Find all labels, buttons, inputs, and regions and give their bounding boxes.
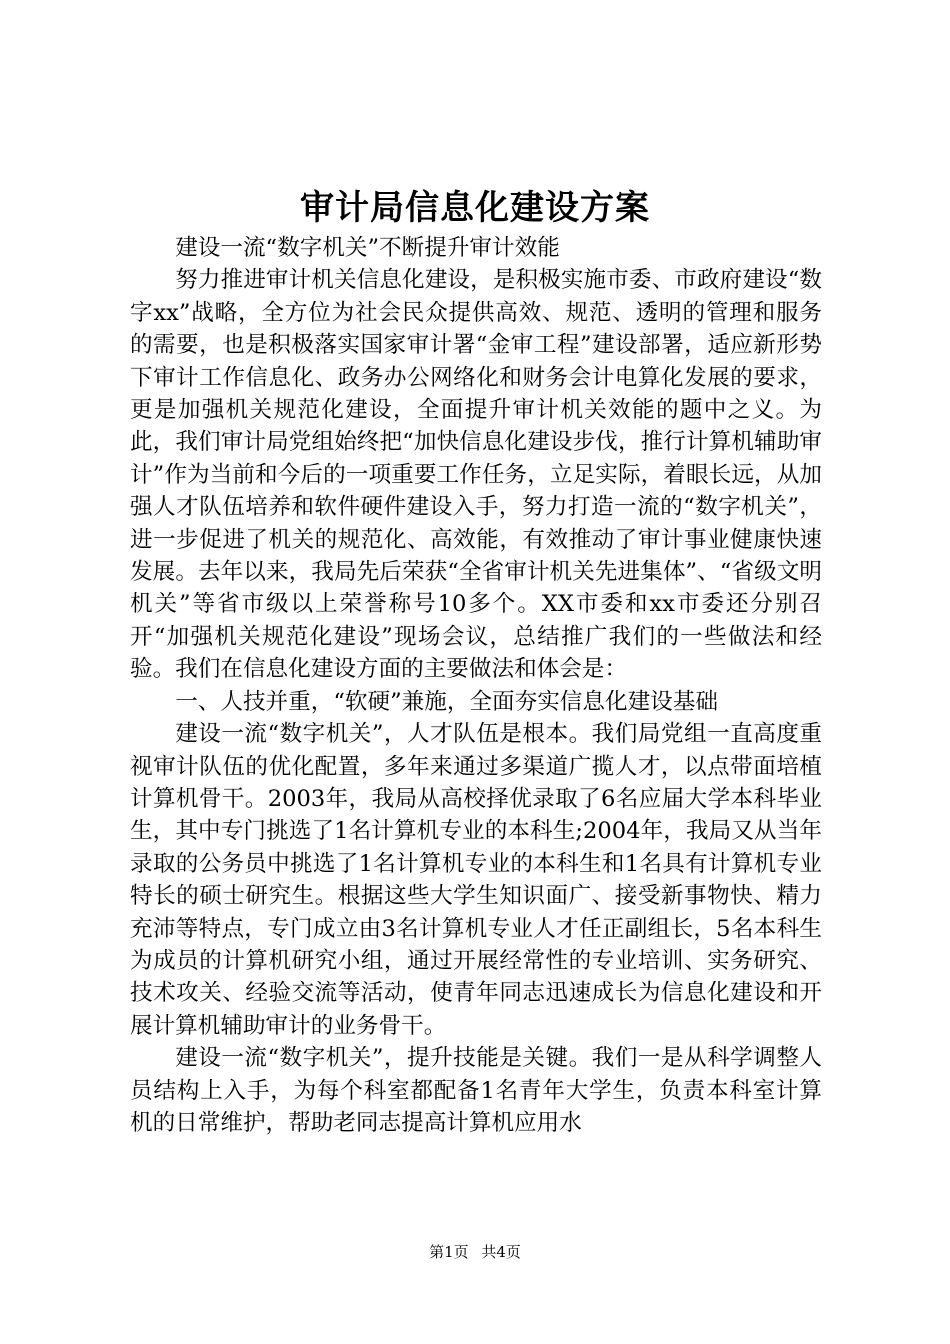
page-footer [0,1241,950,1263]
page-total: 共4页 [481,1243,521,1261]
page-number: 第1页 [429,1243,469,1261]
subtitle-paragraph: 建设一流“数字机关”不断提升审计效能 [175,235,560,261]
intro-paragraph: 努力推进审计机关信息化建设，是积极实施市委、市政府建设“数字xx”战略，全方位为社会民众提供高效、规范、透明的管理和服务的需要，也是积极落实国家审计署“金审工程”建设部署，适应新形势下审计工作信息化、政务办公网络化和财务会计电算化发展的要求，更是加强机关规范化建设，全面提升审计机关效能的题中之义。为此，我们审计局党组始终把“加快信息化建设步伐，推行计算机辅助审计”作为当前和今后的一项重要工作任务，立足实际，着眼长远，从加强人才队伍培养和软件硬件建设入手，努力打造一流的“数字机关”，进一步促进了机关的规范化、高效能，有效推动了审计事业健康快速发展。去年以来，我局先后荣获“全省审计机关先进集体”、“省级文明机关”等省市级以上荣誉称号10多个。XX市委和xx市委还分别召开“加强机关规范化建设”现场会议，总结推广我们的一些做法和经验。我们在信息化建设方面的主要做法和体会是： [130,267,822,683]
body-paragraph: 建设一流“数字机关”，提升技能是关键。我们一是从科学调整人员结构上入手，为每个科室都配备1名青年大学生，负责本科室计算机的日常维护，帮助老同志提高计算机应用水 [130,1045,822,1136]
section-heading: 一、人技并重，“软硬”兼施，全面夯实信息化建设基础 [175,688,718,715]
document-body [130,232,822,1139]
document-title: 审计局信息化建设方案 [300,188,650,228]
body-paragraph: 建设一流“数字机关”，人才队伍是根本。我们局党组一直高度重视审计队伍的优化配置，多年来通过多渠道广揽人才，以点带面培植计算机骨干。2003年，我局从高校择优录取了6名应届大学本科毕业生，其中专门挑选了1名计算机专业的本科生;2004年，我局又从当年录取的公务员中挑选了1名计算机专业的本科生和1名具有计算机专业特长的硕士研究生。根据这些大学生知识面广、接受新事物快、精力充沛等特点，专门成立由3名计算机专业人才任正副组长，5名本科生为成员的计算机研究小组，通过开展经常性的专业培训、实务研究、技术攻关、经验交流等活动，使青年同志迅速成长为信息化建设和开展计算机辅助审计的业务骨干。 [130,721,822,1039]
